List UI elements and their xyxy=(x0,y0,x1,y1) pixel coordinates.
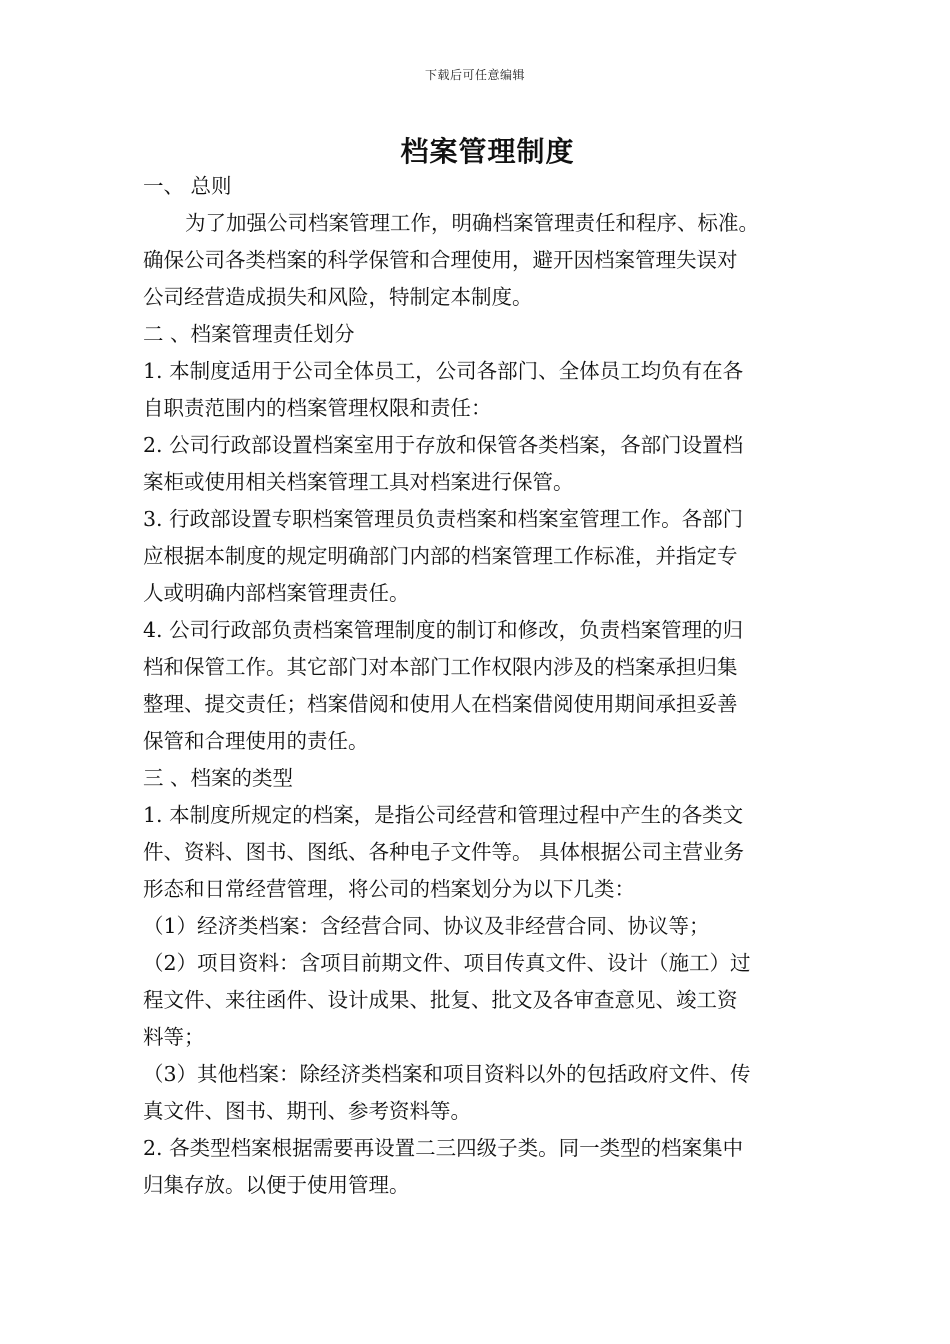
paragraph-line: 件、资料、图书、图纸、各种电子文件等。 具体根据公司主营业务 xyxy=(143,840,745,864)
paragraph-line: 整理、提交责任；档案借阅和使用人在档案借阅使用期间承担妥善 xyxy=(143,692,738,716)
paragraph-line: 1. 本制度适用于公司全体员工，公司各部门、全体员工均负有在各 xyxy=(143,359,744,383)
paragraph-line: 料等； xyxy=(143,1025,205,1049)
section-heading: 二 、档案管理责任划分 xyxy=(143,322,355,346)
paragraph-line: 真文件、图书、期刊、参考资料等。 xyxy=(143,1099,471,1123)
paragraph-line: 人或明确内部档案管理责任。 xyxy=(143,581,410,605)
paragraph-line: 4. 公司行政部负责档案管理制度的制订和修改，负责档案管理的归 xyxy=(143,618,744,642)
paragraph-line: 2. 公司行政部设置档案室用于存放和保管各类档案，各部门设置档 xyxy=(143,433,744,457)
paragraph-line: 3. 行政部设置专职档案管理员负责档案和档案室管理工作。各部门 xyxy=(143,507,744,531)
paragraph-line: 保管和合理使用的责任。 xyxy=(143,729,369,753)
paragraph-line: 案柜或使用相关档案管理工具对档案进行保管。 xyxy=(143,470,574,494)
paragraph-line: 程文件、来往函件、设计成果、批复、批文及各审查意见、竣工资 xyxy=(143,988,738,1012)
paragraph-line: 1. 本制度所规定的档案，是指公司经营和管理过程中产生的各类文 xyxy=(143,803,744,827)
paragraph-line: 为了加强公司档案管理工作，明确档案管理责任和程序、标准。 xyxy=(185,211,759,235)
paragraph-line: 档和保管工作。其它部门对本部门工作权限内涉及的档案承担归集 xyxy=(143,655,738,679)
section-heading: 三 、档案的类型 xyxy=(143,766,294,790)
paragraph-line: （1）经济类档案：含经营合同、协议及非经营合同、协议等； xyxy=(143,914,710,938)
paragraph-line: 2. 各类型档案根据需要再设置二三四级子类。同一类型的档案集中 xyxy=(143,1136,744,1160)
document-title: 档案管理制度 xyxy=(400,135,575,168)
paragraph-line: （2）项目资料：含项目前期文件、项目传真文件、设计（施工）过 xyxy=(143,951,751,975)
document-body xyxy=(143,168,808,1204)
paragraph-line: 确保公司各类档案的科学保管和合理使用，避开因档案管理失误对 xyxy=(143,248,738,272)
paragraph-line: 应根据本制度的规定明确部门内部的档案管理工作标准，并指定专 xyxy=(143,544,738,568)
paragraph-line: 公司经营造成损失和风险，特制定本制度。 xyxy=(143,285,533,309)
paragraph-line: 形态和日常经营管理，将公司的档案划分为以下几类： xyxy=(143,877,635,901)
paragraph-line: （3）其他档案：除经济类档案和项目资料以外的包括政府文件、传 xyxy=(143,1062,751,1086)
section-heading: 一、 总则 xyxy=(143,174,232,198)
paragraph-line: 自职责范围内的档案管理权限和责任： xyxy=(143,396,492,420)
paragraph-line: 归集存放。以便于使用管理。 xyxy=(143,1173,410,1197)
header-note: 下载后可任意编辑 xyxy=(424,68,525,82)
